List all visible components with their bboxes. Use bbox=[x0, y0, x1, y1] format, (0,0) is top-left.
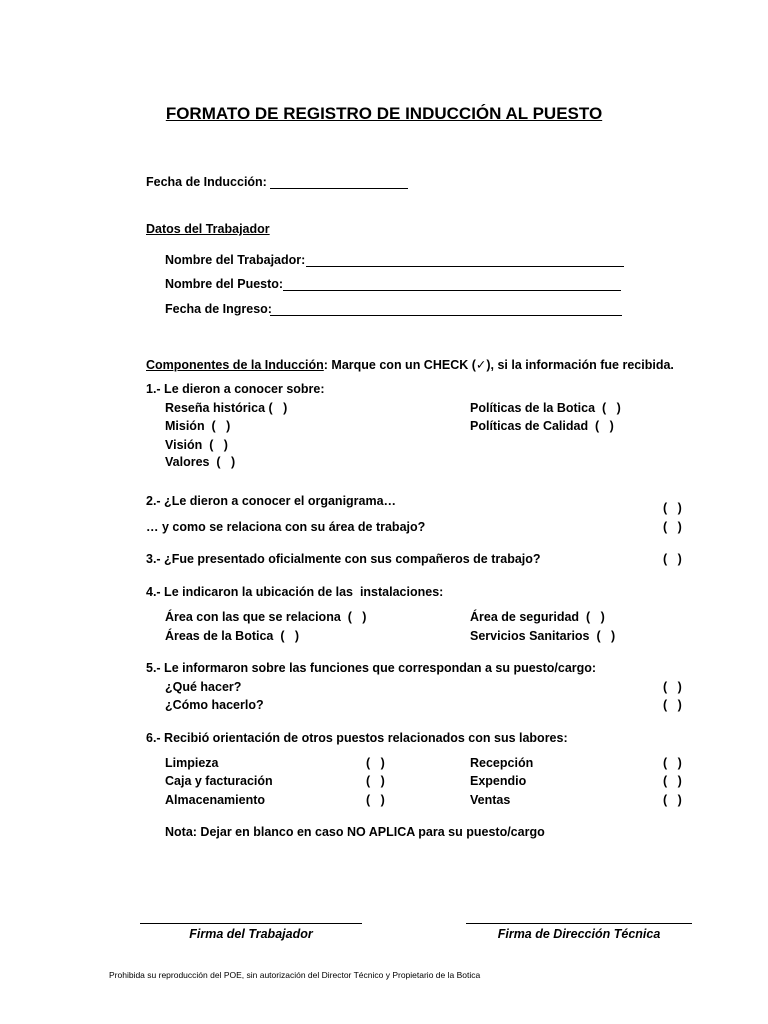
q6-recepcion-checkbox[interactable]: ( ) bbox=[663, 756, 682, 770]
nombre-trabajador-label: Nombre del Trabajador: bbox=[165, 253, 306, 267]
q6-expendio: Expendio bbox=[470, 774, 527, 788]
q5-checkbox-a[interactable]: ( ) bbox=[663, 680, 682, 694]
q4-areas-botica[interactable]: Áreas de la Botica ( ) bbox=[165, 629, 300, 643]
fecha-induccion-field[interactable] bbox=[270, 188, 408, 189]
nombre-trabajador-field[interactable] bbox=[306, 266, 624, 267]
q6-ventas-checkbox[interactable]: ( ) bbox=[663, 793, 682, 807]
q3-checkbox[interactable]: ( ) bbox=[663, 552, 682, 566]
componentes-line bbox=[146, 357, 674, 372]
q4-area-relaciona[interactable]: Área con las que se relaciona ( ) bbox=[165, 610, 367, 624]
firma-trabajador-label: Firma del Trabajador bbox=[189, 927, 313, 941]
q1-mision[interactable]: Misión ( ) bbox=[165, 419, 231, 433]
nombre-puesto-field[interactable] bbox=[283, 290, 621, 291]
q6-recepcion: Recepción bbox=[470, 756, 534, 770]
nota-text: Nota: Dejar en blanco en caso NO APLICA para su puesto/cargo bbox=[165, 825, 545, 839]
q2-checkbox-a[interactable]: ( ) bbox=[663, 501, 682, 515]
nombre-puesto-label: Nombre del Puesto: bbox=[165, 277, 284, 291]
fecha-ingreso-field[interactable] bbox=[270, 315, 622, 316]
q4-servicios-sanitarios[interactable]: Servicios Sanitarios ( ) bbox=[470, 629, 616, 643]
q4-title: 4.- Le indicaron la ubicación de las instalaciones: bbox=[146, 585, 444, 599]
footer-disclaimer: Prohibida su reproducción del POE, sin autorización del Director Técnico y Propietario de la Botica bbox=[109, 970, 481, 980]
q6-almacenamiento: Almacenamiento bbox=[165, 793, 266, 807]
q5-como-hacerlo: ¿Cómo hacerlo? bbox=[165, 698, 264, 712]
q6-limpieza: Limpieza bbox=[165, 756, 219, 770]
componentes-heading: Componentes de la Inducción bbox=[146, 358, 324, 372]
form-title: FORMATO DE REGISTRO DE INDUCCIÓN AL PUESTO bbox=[165, 104, 603, 123]
q5-title: 5.- Le informaron sobre las funciones que correspondan a su puesto/cargo: bbox=[146, 661, 597, 675]
q1-politicas-calidad[interactable]: Políticas de Calidad ( ) bbox=[470, 419, 614, 433]
q1-politicas-botica[interactable]: Políticas de la Botica ( ) bbox=[470, 401, 621, 415]
q3-text: 3.- ¿Fue presentado oficialmente con sus compañeros de trabajo? bbox=[146, 552, 541, 566]
datos-trabajador-heading: Datos del Trabajador bbox=[146, 222, 270, 236]
q6-ventas: Ventas bbox=[470, 793, 511, 807]
q5-que-hacer: ¿Qué hacer? bbox=[165, 680, 242, 694]
q1-vision[interactable]: Visión ( ) bbox=[165, 438, 228, 452]
firma-trabajador-line[interactable] bbox=[140, 923, 362, 924]
q1-title: 1.- Le dieron a conocer sobre: bbox=[146, 382, 325, 396]
firma-direccion-label: Firma de Dirección Técnica bbox=[497, 927, 661, 941]
q6-title: 6.- Recibió orientación de otros puestos relacionados con sus labores: bbox=[146, 731, 568, 745]
componentes-instruction: : Marque con un CHECK (✓), si la información fue recibida. bbox=[323, 358, 674, 372]
q1-resena[interactable]: Reseña histórica ( ) bbox=[165, 401, 288, 415]
q6-caja: Caja y facturación bbox=[165, 774, 273, 788]
q6-almacenamiento-checkbox[interactable]: ( ) bbox=[366, 793, 385, 807]
q1-valores[interactable]: Valores ( ) bbox=[165, 455, 236, 469]
q4-area-seguridad[interactable]: Área de seguridad ( ) bbox=[470, 610, 605, 624]
firma-direccion-line[interactable] bbox=[466, 923, 692, 924]
fecha-induccion-label: Fecha de Inducción: bbox=[146, 175, 267, 189]
q6-limpieza-checkbox[interactable]: ( ) bbox=[366, 756, 385, 770]
fecha-ingreso-label: Fecha de Ingreso: bbox=[165, 302, 272, 316]
q6-expendio-checkbox[interactable]: ( ) bbox=[663, 774, 682, 788]
q5-checkbox-b[interactable]: ( ) bbox=[663, 698, 682, 712]
q2-relacion: … y como se relaciona con su área de trabajo? bbox=[146, 520, 426, 534]
q2-checkbox-b[interactable]: ( ) bbox=[663, 520, 682, 534]
q6-caja-checkbox[interactable]: ( ) bbox=[366, 774, 385, 788]
q2-organigrama: 2.- ¿Le dieron a conocer el organigrama… bbox=[146, 494, 397, 508]
